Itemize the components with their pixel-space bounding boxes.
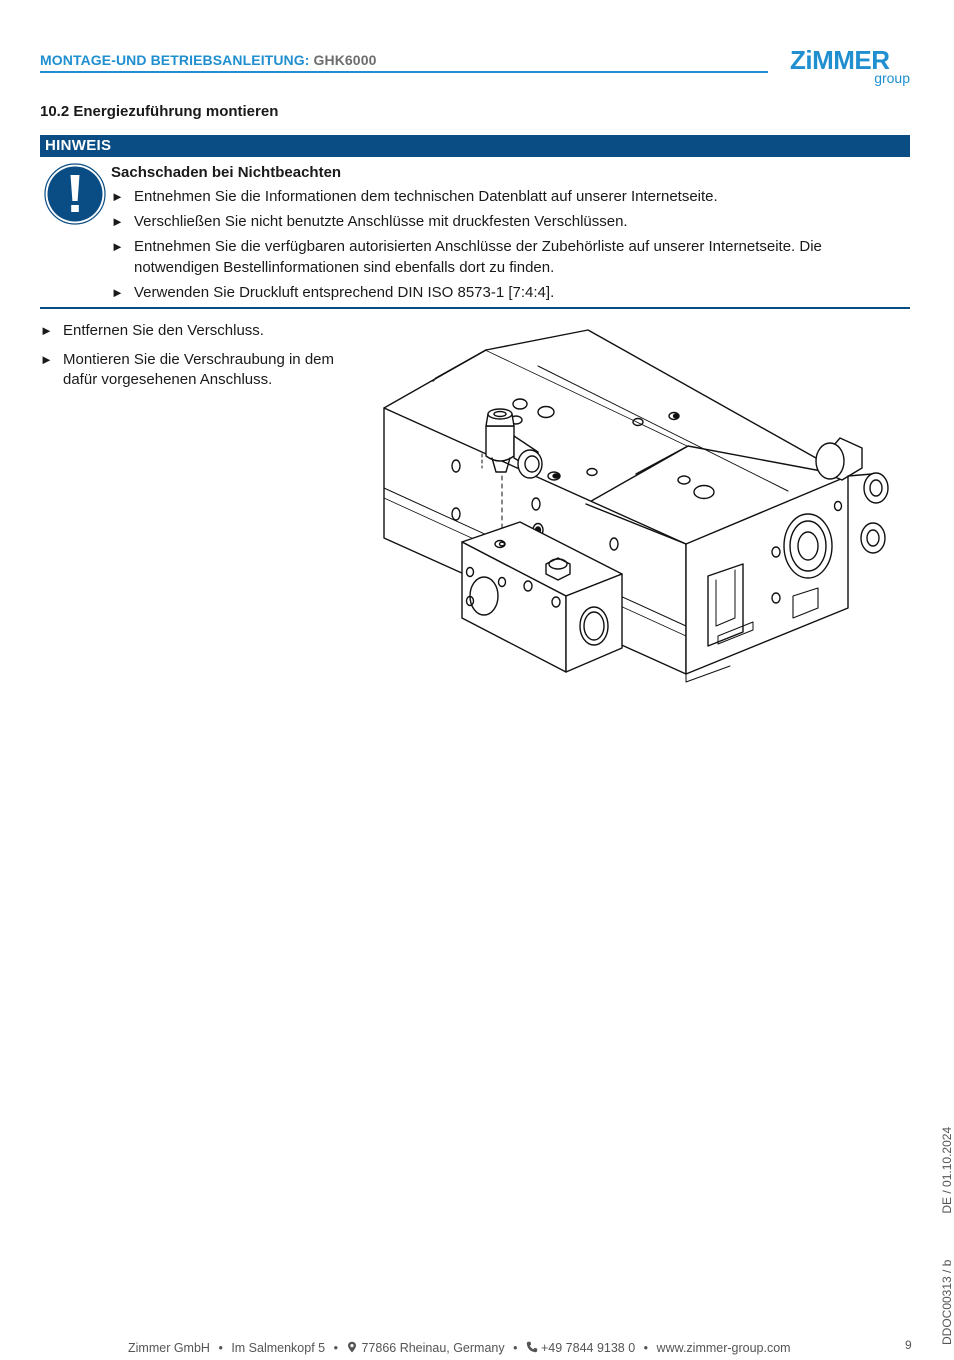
document-language-date: DE / 01.10.2024 (940, 1126, 954, 1214)
page-number: 9 (905, 1338, 912, 1352)
notice-bottom-rule (40, 307, 910, 309)
instruction-steps (40, 321, 360, 399)
document-title-prefix: MONTAGE-UND BETRIEBSANLEITUNG: (40, 52, 310, 68)
bullet-arrow-icon: ► (111, 214, 124, 229)
footer-separator: • (513, 1341, 518, 1355)
document-id: DDOC00313 / b (940, 1259, 954, 1345)
document-meta (940, 1127, 954, 1345)
notice-bar (40, 135, 910, 157)
bullet-arrow-icon: ► (40, 351, 53, 367)
footer-city: 77866 Rheinau, Germany (361, 1341, 505, 1355)
location-pin-icon (346, 1341, 358, 1353)
footer-street: Im Salmenkopf 5 (231, 1341, 326, 1355)
instruction-step: ► Montieren Sie die Verschraubung in dem dafür vorgesehenen Anschluss. (40, 350, 334, 388)
notice-item: ► Entnehmen Sie die Informationen dem technischen Datenblatt auf unserer Internetseite. (111, 187, 901, 208)
footer-separator: • (643, 1341, 649, 1355)
logo-wordmark: ZiMMER (790, 45, 890, 75)
bullet-arrow-icon: ► (111, 189, 124, 204)
footer-separator: • (333, 1341, 338, 1355)
bullet-arrow-icon: ► (40, 323, 53, 338)
logo-subtitle: group (874, 70, 910, 86)
zimmer-logo (790, 46, 914, 88)
notice-label: HINWEIS (45, 137, 112, 154)
document-title (40, 52, 376, 68)
instruction-step: ► Entfernen Sie den Verschluss. (40, 321, 360, 342)
bullet-arrow-icon: ► (111, 239, 124, 254)
header-rule (40, 71, 768, 73)
phone-icon (526, 1341, 538, 1353)
product-name: GHK6000 (313, 52, 377, 68)
footer-company: Zimmer GmbH (128, 1341, 210, 1355)
footer-phone: +49 7844 9138 0 (540, 1341, 636, 1355)
notice-list (111, 187, 901, 308)
section-heading: 10.2 Energiezuführung montieren (40, 103, 279, 120)
notice-title: Sachschaden bei Nichtbeachten (111, 164, 342, 181)
page-footer (128, 1341, 791, 1355)
notice-item: ► Verschließen Sie nicht benutzte Anschlüsse mit druckfesten Verschlüssen. (111, 212, 901, 233)
footer-separator: • (218, 1341, 223, 1355)
notice-item: ► Verwenden Sie Druckluft entsprechend DIN ISO 8573-1 [7:4:4]. (111, 283, 901, 304)
footer-website-link[interactable]: www.zimmer-group.com (656, 1341, 791, 1355)
bullet-arrow-icon: ► (111, 284, 124, 300)
gripper-assembly-drawing (378, 326, 890, 688)
notice-item: ► Entnehmen Sie die verfügbaren autorisierten Anschlüsse der Zubehörliste auf unserer Internetseite. Die notwendigen Bestellinformationen sind ebenfalls dort zu finden. (111, 238, 822, 276)
exclamation-circle-icon (44, 163, 106, 225)
